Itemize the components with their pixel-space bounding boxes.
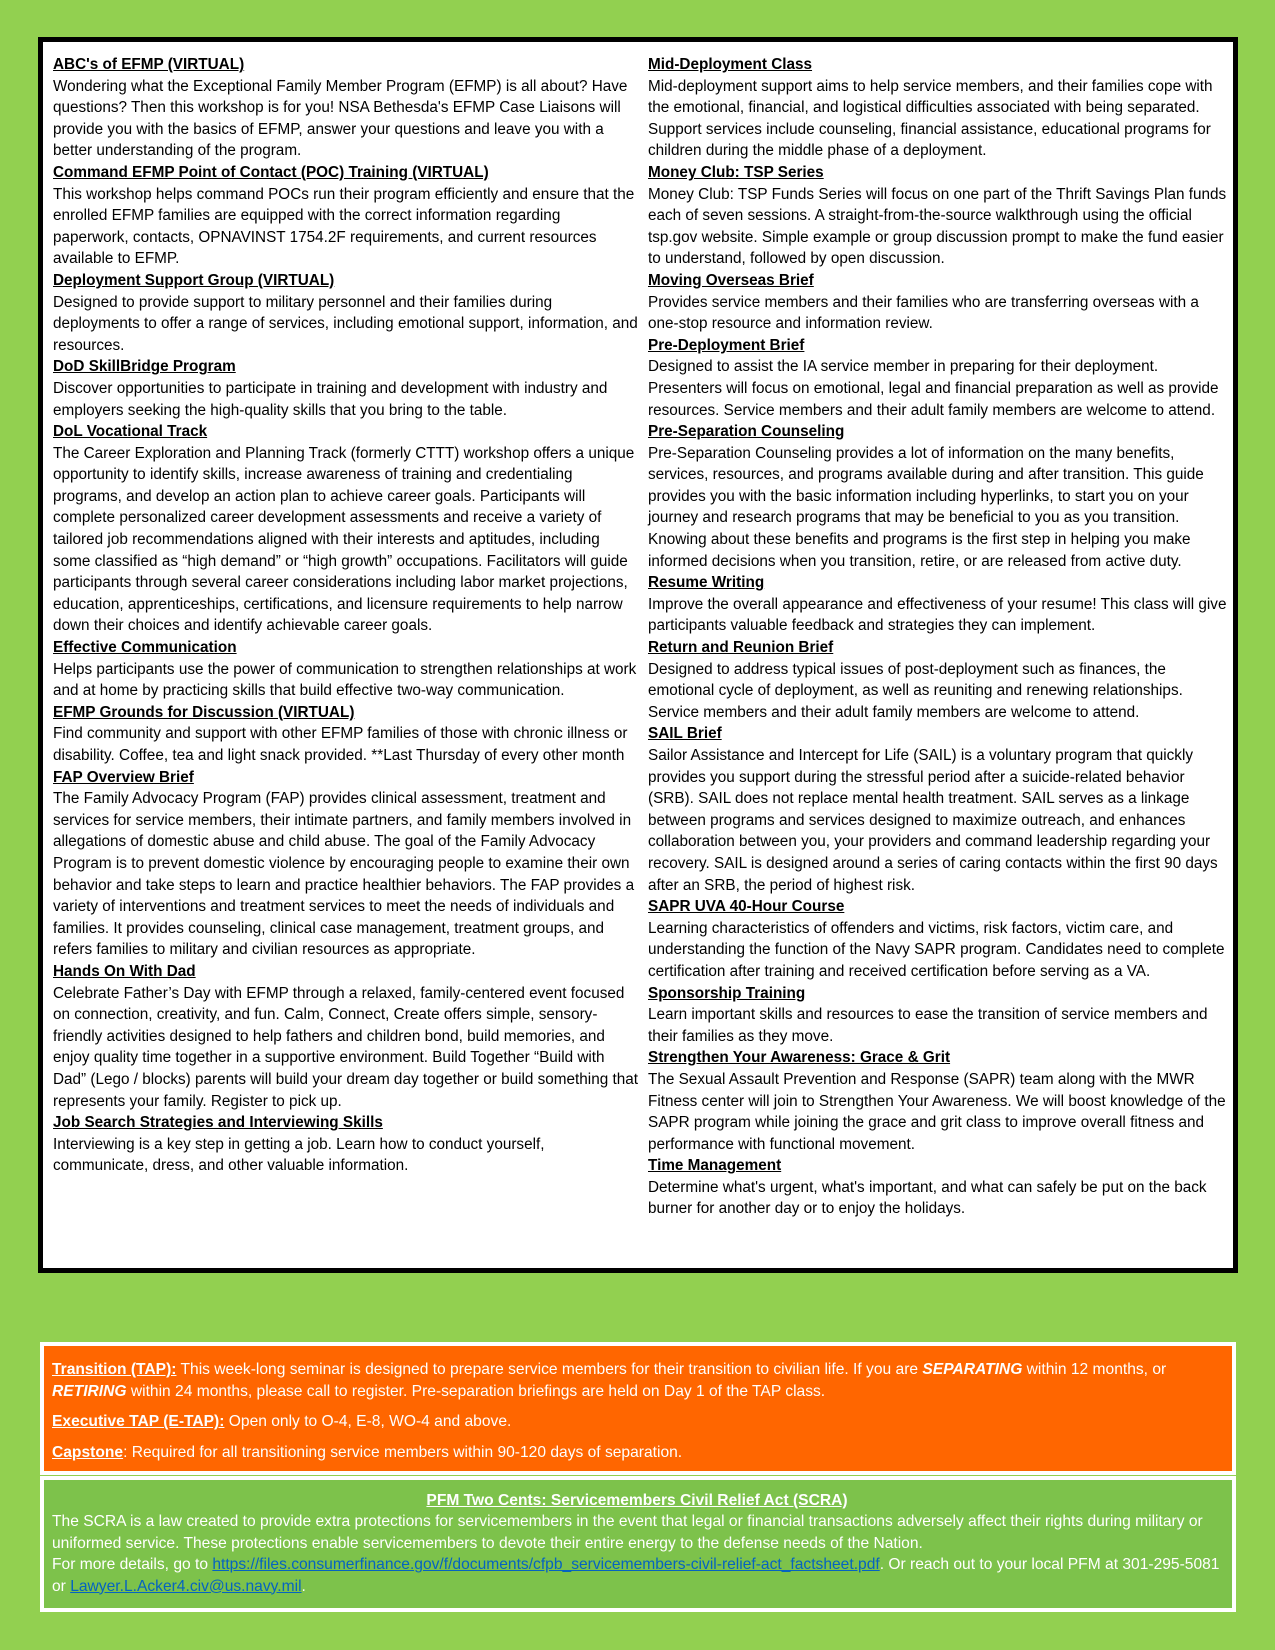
course-entry bbox=[53, 162, 638, 270]
course-description: Mid-deployment support aims to help service members, and their families cope with the emotional, financial, and logistical difficulties associated with being separated. Support services include counseling, financial assistance, educational programs for children during the middle phase of a deployment. bbox=[648, 77, 1213, 160]
course-entry bbox=[53, 767, 638, 961]
course-entry bbox=[53, 270, 638, 356]
course-entry bbox=[648, 896, 1228, 982]
course-description: This workshop helps command POCs run their program efficiently and ensure that the enrolled EFMP families are equipped with the correct information regarding paperwork, contacts, OPNAVINST 1754.2F requirements, and current resources available to EFMP. bbox=[53, 185, 635, 268]
course-description: Designed to assist the IA service member in preparing for their deployment. Presenters will focus on emotional, legal and financial preparation as well as provide resources. Service members and their adult family members are welcome to attend. bbox=[648, 358, 1219, 419]
pfm-details-prefix: For more details, go to bbox=[52, 1556, 213, 1574]
course-entry bbox=[648, 572, 1228, 637]
course-description: Designed to provide support to military personnel and their families during deployments to offer a range of services, including emotional support, information, and resources. bbox=[53, 293, 638, 354]
course-title: Job Search Strategies and Interviewing Skills bbox=[53, 1114, 383, 1132]
transition-tap-paragraph bbox=[52, 1359, 1222, 1402]
etap-label: Executive TAP (E-TAP): bbox=[52, 1413, 225, 1431]
pfm-two-cents-box bbox=[40, 1476, 1236, 1612]
course-description: Pre-Separation Counseling provides a lot of information on the many benefits, services, resources, and programs available during and after transition. This guide provides you with the basic information including hyperlinks, to start you on your journey and research programs that may be beneficial to you as you transition. Knowing about these benefits and programs is the first step in helping you make informed decisions when you transition, retire, or are released from active duty. bbox=[648, 444, 1204, 570]
course-entry bbox=[648, 54, 1228, 162]
course-title: DoD SkillBridge Program bbox=[53, 358, 236, 376]
scra-factsheet-link[interactable]: https://files.consumerfinance.gov/f/documents/cfpb_servicemembers-civil-relief-act_factsheet.pdf bbox=[212, 1556, 880, 1574]
course-description: Improve the overall appearance and effectiveness of your resume! This class will give participants valuable feedback and strategies they can implement. bbox=[648, 595, 1227, 635]
course-description: Helps participants use the power of communication to strengthen relationships at work and at home by practicing skills that build effective two-way communication. bbox=[53, 660, 637, 700]
course-title: EFMP Grounds for Discussion (VIRTUAL) bbox=[53, 703, 355, 721]
course-title: Mid-Deployment Class bbox=[648, 56, 813, 73]
course-entry bbox=[53, 961, 638, 1112]
course-description: Find community and support with other EFMP families of those with chronic illness or disability. Coffee, tea and light snack provided. **Last Thursday of every other month bbox=[53, 725, 628, 764]
course-entry bbox=[648, 270, 1228, 335]
course-title: Strengthen Your Awareness: Grace & Grit bbox=[648, 1049, 951, 1067]
course-title: Deployment Support Group (VIRTUAL) bbox=[53, 271, 335, 289]
course-title: Hands On With Dad bbox=[53, 962, 196, 980]
course-title: Command EFMP Point of Contact (POC) Training (VIRTUAL) bbox=[53, 163, 489, 181]
course-description: Discover opportunities to participate in training and development with industry and employers seeking the high-quality skills that you bring to the table. bbox=[53, 379, 608, 419]
course-entry bbox=[53, 356, 638, 421]
course-entry bbox=[648, 1155, 1228, 1220]
course-catalog-box bbox=[38, 37, 1238, 1273]
pfm-details-middle: . Or reach out to your local PFM at 301-295-5081 or bbox=[52, 1556, 1220, 1595]
course-description: Determine what's urgent, what's important, and what can safely be put on the back burner for another day or to enjoy the holidays. bbox=[648, 1178, 1207, 1218]
course-description: Sailor Assistance and Intercept for Life (SAIL) is a voluntary program that quickly provides you support during the stressful period after a suicide-related behavior (SRB). SAIL does not replace mental health treatment. SAIL serves as a linkage between programs and services designed to maximize outreach, and enhances collaboration between you, your providers and command leadership regarding your recovery. SAIL is designed around a series of caring contacts within the first 90 days after an SRB, the period of highest risk. bbox=[648, 747, 1218, 894]
course-entry bbox=[648, 335, 1228, 421]
course-description: Learning characteristics of offenders and victims, risk factors, victim care, and understanding the function of the Navy SAPR program. Candidates need to complete certification after training and received certification before serving as a VA. bbox=[648, 919, 1225, 980]
course-description: Provides service members and their families who are transferring overseas with a one-stop resource and information review. bbox=[648, 293, 1199, 333]
course-description: Interviewing is a key step in getting a job. Learn how to conduct yourself, communicate, dress, and other valuable information. bbox=[53, 1135, 545, 1175]
pfm-title: PFM Two Cents: Servicemembers Civil Relief Act (SCRA) bbox=[426, 1492, 848, 1509]
tap-info-box bbox=[40, 1342, 1236, 1475]
course-title: DoL Vocational Track bbox=[53, 423, 208, 441]
course-entry bbox=[648, 723, 1228, 896]
capstone-text: : Required for all transitioning service members within 90-120 days of separation. bbox=[123, 1443, 683, 1461]
course-entry bbox=[648, 1047, 1228, 1155]
course-description: Money Club: TSP Funds Series will focus on one part of the Thrift Savings Plan funds each of seven sessions. A straight-from-the-source walkthrough using the official tsp.gov website. Simple example or group discussion prompt to make the fund easier to understand, followed by open discussion. bbox=[648, 185, 1227, 268]
course-description: Designed to address typical issues of post-deployment such as finances, the emotional cycle of deployment, as well as reuniting and renewing relationships. Service members and their adult family members are welcome to attend. bbox=[648, 660, 1183, 721]
pfm-email-link[interactable]: Lawyer.L.Acker4.civ@us.navy.mil bbox=[70, 1577, 302, 1595]
capstone-paragraph bbox=[52, 1442, 1222, 1464]
course-title: SAPR UVA 40-Hour Course bbox=[648, 898, 845, 916]
course-entry bbox=[648, 421, 1228, 572]
course-title: FAP Overview Brief bbox=[53, 768, 194, 786]
etap-text: Open only to O-4, E-8, WO-4 and above. bbox=[224, 1413, 512, 1431]
course-description: The Career Exploration and Planning Track (formerly CTTT) workshop offers a unique opportunity to identify skills, increase awareness of training and credentialing programs, and develop an action plan to achieve career goals. Participants will complete personalized career development assessments and receive a variety of tailored job recommendations aligned with their interests and aptitudes, including some classified as “high demand” or “high growth” occupations. Facilitators will guide participants through several career considerations including labor market projections, education, apprenticeships, certifications, and licensure requirements to help narrow down their choices and identify achievable career goals. bbox=[53, 444, 635, 635]
course-entry bbox=[648, 983, 1228, 1048]
course-title: Return and Reunion Brief bbox=[648, 639, 834, 657]
course-description: Learn important skills and resources to ease the transition of service members and their families as they move. bbox=[648, 1006, 1208, 1045]
course-entry bbox=[648, 637, 1228, 723]
course-entry bbox=[53, 702, 638, 767]
course-entry bbox=[53, 637, 638, 702]
course-description: The Family Advocacy Program (FAP) provides clinical assessment, treatment and services for service members, their intimate partners, and family members involved in allegations of domestic abuse and child abuse. The goal of the Family Advocacy Program is to prevent domestic violence by encouraging people to examine their own behavior and take steps to learn and practice healthier behaviors. The FAP provides a variety of interventions and treatment services to meet the needs of individuals and families. It provides counseling, clinical case management, treatment groups, and refers families to military and civilian resources as appropriate. bbox=[53, 790, 635, 959]
course-description: Wondering what the Exceptional Family Member Program (EFMP) is all about? Have questions? Then this workshop is for you! NSA Bethesda's EFMP Case Liaisons will provide you with the basics of EFMP, answer your questions and leave you with a better understanding of the program. bbox=[53, 77, 628, 160]
retiring-emphasis: RETIRING bbox=[52, 1382, 127, 1400]
course-title: Effective Communication bbox=[53, 639, 237, 657]
course-title: Moving Overseas Brief bbox=[648, 271, 814, 289]
course-entry bbox=[53, 421, 638, 637]
capstone-label: Capstone bbox=[52, 1443, 124, 1461]
course-title: Money Club: TSP Series bbox=[648, 163, 824, 181]
right-course-column bbox=[648, 54, 1228, 1220]
course-title: SAIL Brief bbox=[648, 725, 722, 743]
pfm-details-suffix: . bbox=[301, 1577, 306, 1595]
course-title: Sponsorship Training bbox=[648, 984, 806, 1002]
transition-text-2: within 12 months, or bbox=[1022, 1361, 1167, 1378]
left-course-column bbox=[53, 54, 638, 1177]
transition-tap-label: Transition (TAP): bbox=[52, 1361, 177, 1378]
pfm-body: The SCRA is a law created to provide extra protections for servicemembers in the event that legal or financial transactions adversely affect their rights during military or uniformed service. These protections enable servicemembers to devote their entire energy to the defense needs of the Nation. bbox=[52, 1513, 1203, 1552]
separating-emphasis: SEPARATING bbox=[922, 1361, 1023, 1378]
course-description: Celebrate Father’s Day with EFMP through a relaxed, family-centered event focused on connection, creativity, and fun. Calm, Connect, Create offers simple, sensory-friendly activities designed to help fathers and children bond, build memories, and enjoy quality time together in a supportive environment. Build Together “Build with Dad” (Lego / blocks) parents will build your dream day together or build something that represents your family. Register to pick up. bbox=[53, 984, 638, 1110]
course-title: Pre-Deployment Brief bbox=[648, 336, 805, 354]
course-entry bbox=[648, 162, 1228, 270]
course-description: The Sexual Assault Prevention and Response (SAPR) team along with the MWR Fitness center will join to Strengthen Your Awareness. We will boost knowledge of the SAPR program while joining the grace and grit class to improve overall fitness and performance with functional movement. bbox=[648, 1070, 1226, 1153]
etap-paragraph bbox=[52, 1411, 1222, 1433]
pfm-details bbox=[52, 1554, 1222, 1597]
course-title: Pre-Separation Counseling bbox=[648, 423, 845, 441]
course-title: ABC's of EFMP (VIRTUAL) bbox=[53, 56, 245, 73]
course-title: Resume Writing bbox=[648, 574, 765, 592]
course-entry bbox=[53, 1112, 638, 1177]
course-title: Time Management bbox=[648, 1157, 782, 1175]
transition-text-3: within 24 months, please call to register. Pre-separation briefings are held on Day 1 of the TAP class. bbox=[126, 1382, 826, 1400]
transition-text-1: This week-long seminar is designed to prepare service members for their transition to civilian life. If you are bbox=[176, 1361, 923, 1378]
course-entry bbox=[53, 54, 638, 162]
